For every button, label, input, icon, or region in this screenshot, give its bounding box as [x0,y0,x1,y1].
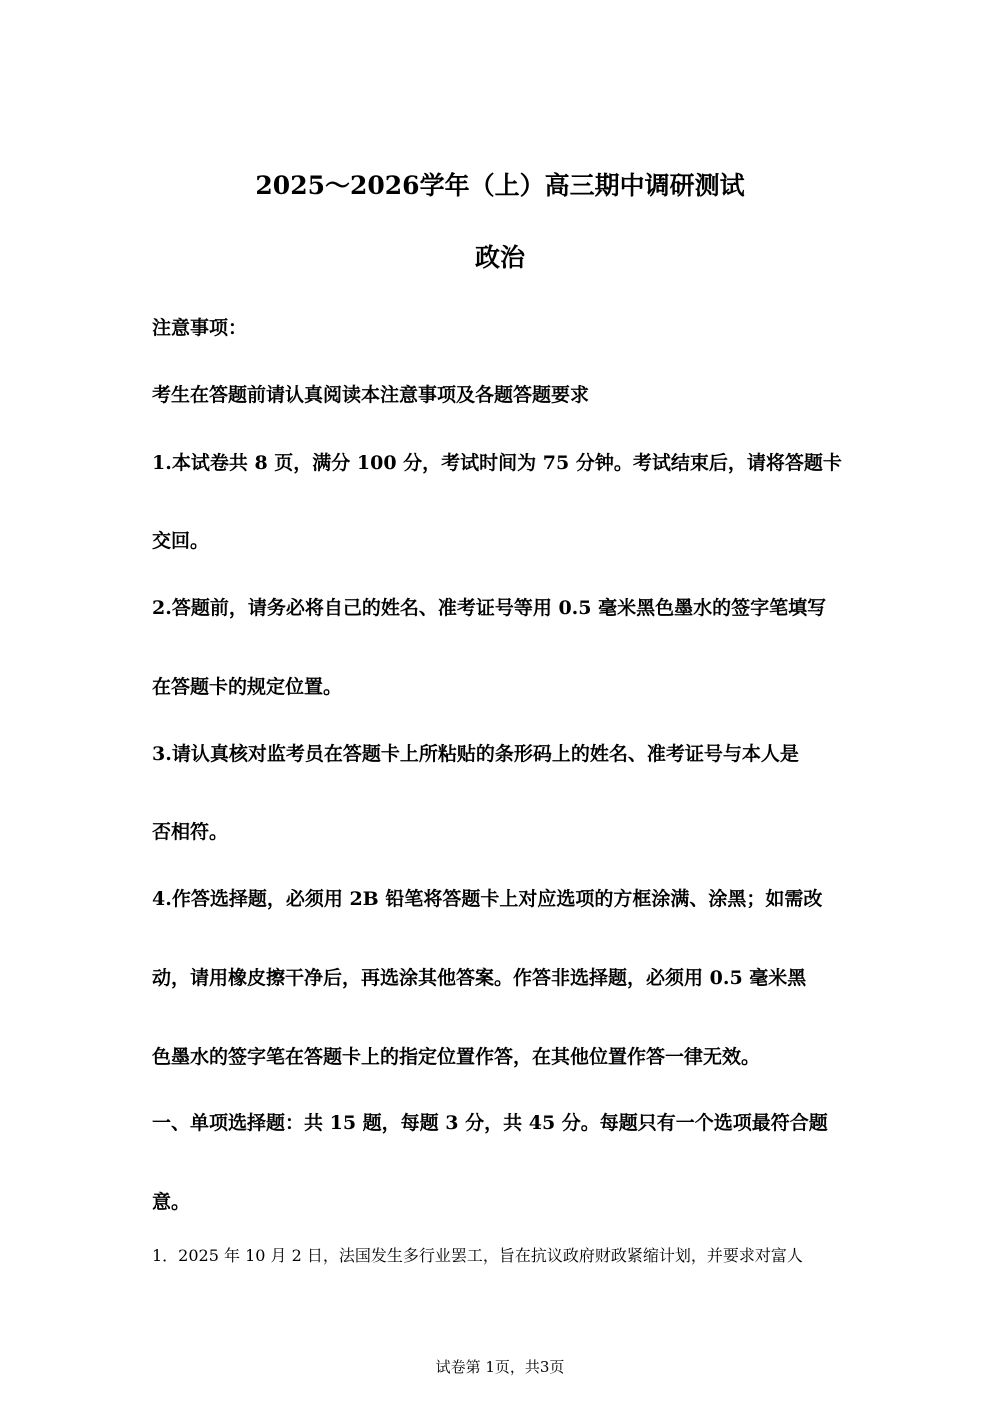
exam-title: 2025～2026学年（上）高三期中调研测试 [255,171,745,200]
question-1-text: 1．2025 年 10 月 2 日，法国发生多行业罢工，旨在抗议政府财政紧缩计划，并要求对富人 [152,1246,803,1265]
notice-item-2-line-1: 2.答题前，请务必将自己的姓名、准考证号等用 0.5 毫米黑色墨水的签字笔填写 [152,597,827,619]
notice-intro: 考生在答题前请认真阅读本注意事项及各题答题要求 [152,384,590,406]
notice-item-4-line-1: 4.作答选择题，必须用 2B 铅笔将答题卡上对应选项的方框涂满、涂黑；如需改 [152,888,823,910]
subject-title: 政治 [474,243,525,272]
notice-item-1-line-2: 交回。 [152,530,210,552]
notice-item-3-line-2: 否相符。 [152,821,229,843]
notice-item-2-line-2: 在答题卡的规定位置。 [152,676,343,698]
notice-item-3-line-1: 3.请认真核对监考员在答题卡上所粘贴的条形码上的姓名、准考证号与本人是 [152,743,799,765]
section-1-heading-line-1: 一、单项选择题：共 15 题，每题 3 分，共 45 分。每题只有一个选项最符合题 [152,1112,828,1134]
notice-item-1-line-1: 1.本试卷共 8 页，满分 100 分，考试时间为 75 分钟。考试结束后，请将答题卡 [152,452,842,474]
section-1-heading-line-2: 意。 [152,1191,191,1213]
notice-item-4-line-2: 动，请用橡皮擦干净后，再选涂其他答案。作答非选择题，必须用 0.5 毫米黑 [152,967,807,989]
notice-heading: 注意事项： [152,317,248,339]
page-footer: 试卷第 1页，共3页 [435,1358,565,1376]
notice-item-4-line-3: 色墨水的签字笔在答题卡上的指定位置作答，在其他位置作答一律无效。 [152,1046,761,1068]
